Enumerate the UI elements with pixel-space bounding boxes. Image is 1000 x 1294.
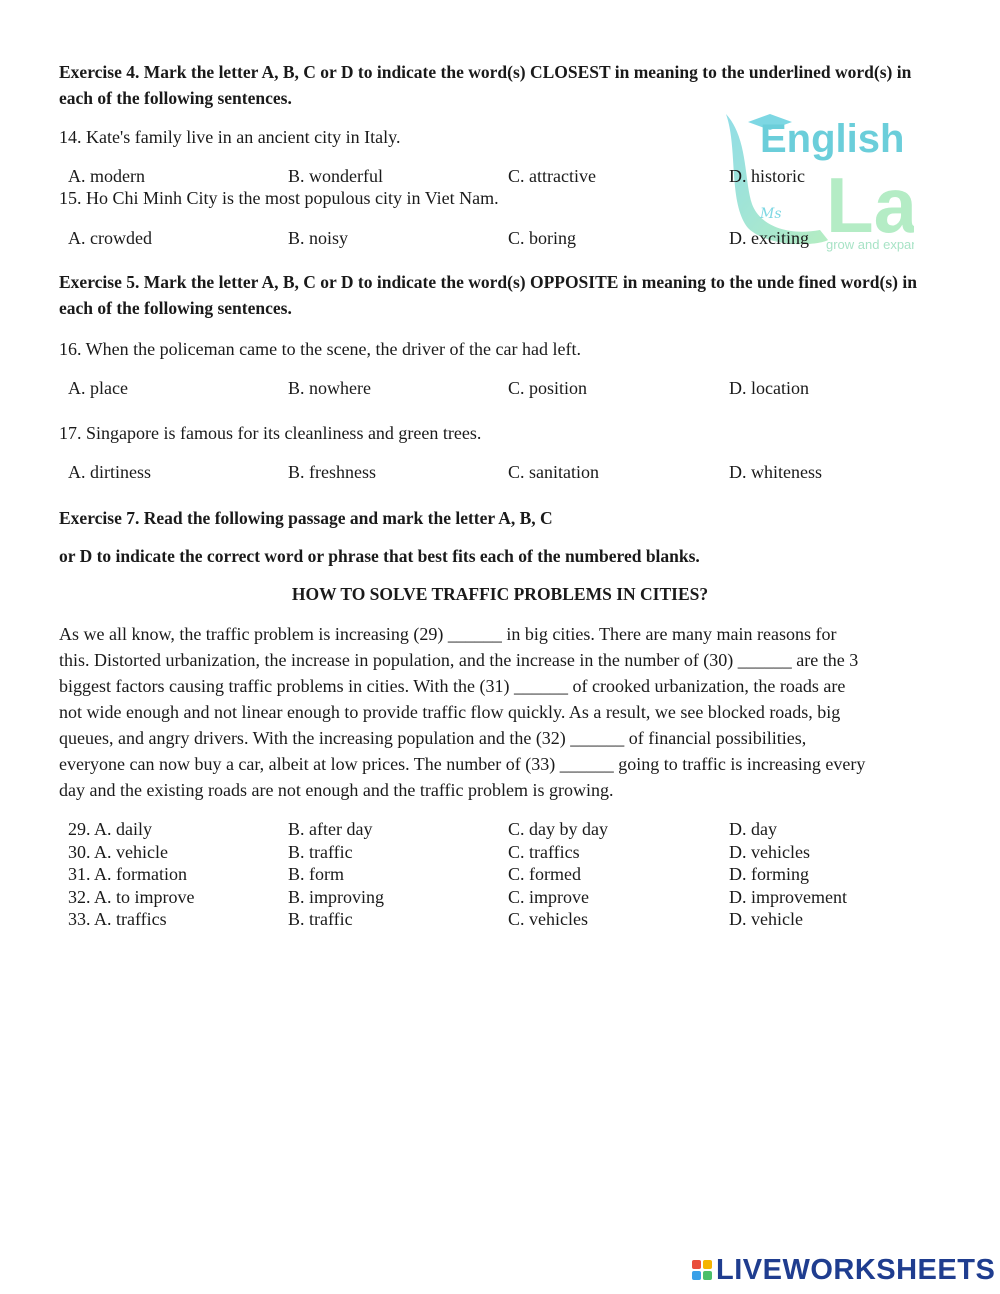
q17-option-d[interactable]: D. whiteness [729,462,822,482]
q31-option-b[interactable]: B. form [288,864,344,884]
q17-option-b[interactable]: B. freshness [288,462,376,482]
q14-option-d[interactable]: D. historic [729,166,805,186]
logo-ms-text: Ms [760,206,782,222]
q32-option-d[interactable]: D. improvement [729,887,847,907]
question-17: 17. Singapore is famous for its cleanliness and green trees. [59,423,482,443]
q32-option-a[interactable]: 32. A. to improve [68,887,195,907]
q15-option-d[interactable]: D. exciting [729,228,809,248]
passage-title: HOW TO SOLVE TRAFFIC PROBLEMS IN CITIES? [291,584,709,604]
passage-line: everyone can now buy a car, albeit at low prices. The number of (33) ______ going to traffic is increasing every [59,754,866,774]
q30-option-c[interactable]: C. traffics [508,842,580,862]
passage-line: queues, and angry drivers. With the increasing population and the (32) ______ of financial possibilities, [59,728,807,748]
q32-option-c[interactable]: C. improve [508,887,589,907]
logo-lan-text: La [826,161,914,249]
q14-option-b[interactable]: B. wonderful [288,166,383,186]
passage-line: this. Distorted urbanization, the increase in population, and the increase in the number of (30) ______ are the 3 [59,650,859,670]
passage-line: day and the existing roads are not enough and the traffic problem is growing. [59,780,614,800]
q16-option-d[interactable]: D. location [729,378,809,398]
q32-option-b[interactable]: B. improving [288,887,385,907]
q29-option-d[interactable]: D. day [729,819,777,839]
passage-line: As we all know, the traffic problem is increasing (29) ______ in big cities. There are many main reasons for [59,624,837,644]
q17-option-a[interactable]: A. dirtiness [68,462,151,482]
q33-option-a[interactable]: 33. A. traffics [68,909,167,929]
q33-option-d[interactable]: D. vehicle [729,909,803,929]
exercise-7-heading-line-1: Exercise 7. Read the following passage and mark the letter A, B, C [59,508,553,528]
q14-option-c[interactable]: C. attractive [508,166,596,186]
q14-option-a[interactable]: A. modern [68,166,145,186]
q30-option-b[interactable]: B. traffic [288,842,353,862]
question-16: 16. When the policeman came to the scene, the driver of the car had left. [59,339,581,359]
q33-option-b[interactable]: B. traffic [288,909,353,929]
passage [59,621,943,803]
q16-option-c[interactable]: C. position [508,378,588,398]
logo-english-text: English [760,117,905,161]
q15-option-a[interactable]: A. crowded [68,228,152,248]
q15-option-c[interactable]: C. boring [508,228,577,248]
exercise-4-heading: Exercise 4. Mark the letter A, B, C or D to indicate the word(s) CLOSEST in meaning to the underlined word(s) in each of the following sentences. [59,62,912,108]
q31-option-d[interactable]: D. forming [729,864,809,884]
passage-line: not wide enough and not linear enough to provide traffic flow quickly. As a result, we see blocked roads, big [59,702,841,722]
q31-option-a[interactable]: 31. A. formation [68,864,187,884]
q16-option-a[interactable]: A. place [68,378,128,398]
passage-line: biggest factors causing traffic problems in cities. With the (31) ______ of crooked urbanization, the roads are [59,676,846,696]
q15-option-b[interactable]: B. noisy [288,228,349,248]
q29-option-c[interactable]: C. day by day [508,819,608,839]
q29-option-b[interactable]: B. after day [288,819,373,839]
q30-option-d[interactable]: D. vehicles [729,842,810,862]
q33-option-c[interactable]: C. vehicles [508,909,588,929]
question-15: 15. Ho Chi Minh City is the most populous city in Viet Nam. [59,188,499,208]
q30-option-a[interactable]: 30. A. vehicle [68,842,168,862]
q29-option-a[interactable]: 29. A. daily [68,819,152,839]
logo-tagline: grow and expa [826,237,912,252]
exercise-5-heading: Exercise 5. Mark the letter A, B, C or D to indicate the word(s) OPPOSITE in meaning to the unde fined word(s) in each of the following sentences. [59,272,917,318]
exercise-7-heading-line-2: or D to indicate the correct word or phrase that best fits each of the numbered blanks. [59,546,700,566]
q31-option-c[interactable]: C. formed [508,864,581,884]
q17-option-c[interactable]: C. sanitation [508,462,599,482]
question-14: 14. Kate's family live in an ancient city in Italy. [59,127,401,147]
liveworksheets-brand: LIVEWORKSHEETS [716,1254,996,1286]
q16-option-b[interactable]: B. nowhere [288,378,371,398]
liveworksheets-footer[interactable] [692,1255,995,1285]
liveworksheets-logo-icon [692,1260,712,1280]
